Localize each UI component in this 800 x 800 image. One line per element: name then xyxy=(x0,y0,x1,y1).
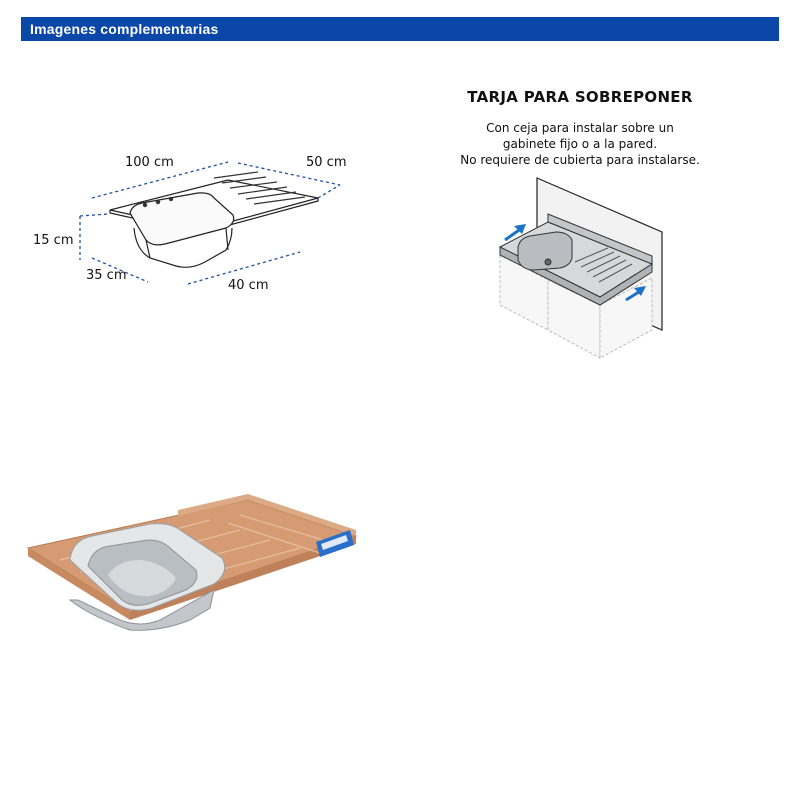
callout-line: No requiere de cubierta para instalarse. xyxy=(460,153,700,167)
dimension-bowl-width-label: 35 cm xyxy=(86,268,127,283)
dimension-depth-label: 15 cm xyxy=(33,233,74,248)
dimension-bowl-length-label: 40 cm xyxy=(228,278,269,293)
section-header-title: Imagenes complementarias xyxy=(30,21,219,37)
callout-line: gabinete fijo o a la pared. xyxy=(502,137,658,151)
callout-line: Con ceja para instalar sobre un xyxy=(486,121,674,135)
callout-title: TARJA PARA SOBREPONER xyxy=(467,88,693,106)
dimension-length-label: 100 cm xyxy=(125,155,174,170)
dimension-width-label: 50 cm xyxy=(306,155,347,170)
